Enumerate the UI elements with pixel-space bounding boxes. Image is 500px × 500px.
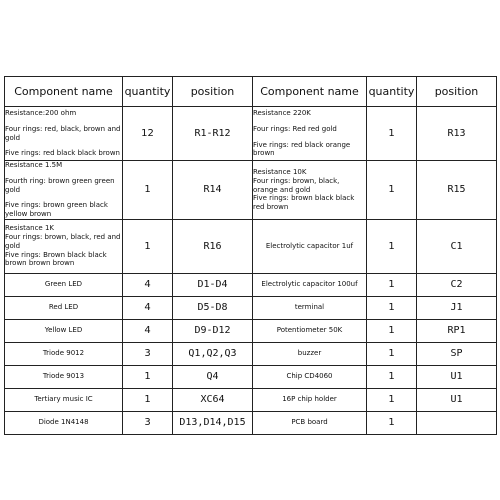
- component-name-cell: Electrolytic capacitor 1uf: [253, 219, 367, 273]
- component-detail: Four rings: brown, black, orange and gold: [253, 176, 340, 194]
- component-name-cell: PCB board: [253, 411, 367, 434]
- position-cell: U1: [417, 365, 497, 388]
- header-component-name-2: Component name: [253, 77, 367, 107]
- position-cell: D13,D14,D15: [173, 411, 253, 434]
- position-cell: SP: [417, 342, 497, 365]
- component-name-cell: [253, 107, 367, 161]
- position-cell: R14: [173, 161, 253, 220]
- component-name-cell: [5, 161, 123, 220]
- component-name-cell: Green LED: [5, 273, 123, 296]
- bom-table: [4, 76, 497, 435]
- component-name-cell: Tertiary music IC: [5, 388, 123, 411]
- component-name-cell: terminal: [253, 296, 367, 319]
- position-cell: Q4: [173, 365, 253, 388]
- header-quantity-2: quantity: [367, 77, 417, 107]
- component-detail: Four rings: red, black, brown and gold: [5, 124, 121, 142]
- position-cell: C2: [417, 273, 497, 296]
- position-cell: D9-D12: [173, 319, 253, 342]
- quantity-cell: 1: [367, 388, 417, 411]
- quantity-cell: 1: [367, 107, 417, 161]
- component-detail: Fourth ring: brown green green gold: [5, 176, 115, 194]
- table-row: [5, 388, 497, 411]
- component-detail: Four rings: brown, black, red and gold: [5, 233, 121, 250]
- component-detail: Four rings: Red red gold: [253, 124, 337, 133]
- table-row: [5, 319, 497, 342]
- quantity-cell: 1: [367, 411, 417, 434]
- position-cell: Q1,Q2,Q3: [173, 342, 253, 365]
- component-detail: Five rings: brown green black yellow brown: [5, 201, 108, 218]
- component-name-cell: Red LED: [5, 296, 123, 319]
- header-position: position: [173, 77, 253, 107]
- table-row: [5, 107, 497, 161]
- position-cell: RP1: [417, 319, 497, 342]
- quantity-cell: 1: [123, 161, 173, 220]
- position-cell: R15: [417, 161, 497, 220]
- quantity-cell: 3: [123, 411, 173, 434]
- position-cell: U1: [417, 388, 497, 411]
- component-name: Resistance 10K: [253, 168, 307, 176]
- position-cell: R1-R12: [173, 107, 253, 161]
- component-name-cell: Triode 9013: [5, 365, 123, 388]
- component-name: Resistance 220K: [253, 109, 311, 117]
- component-name-cell: [253, 161, 367, 220]
- quantity-cell: 1: [123, 219, 173, 273]
- table-row: [5, 273, 497, 296]
- component-name-cell: Triode 9012: [5, 342, 123, 365]
- table-row: [5, 411, 497, 434]
- quantity-cell: 1: [367, 342, 417, 365]
- table-row: [5, 296, 497, 319]
- position-cell: [417, 411, 497, 434]
- component-name-cell: 16P chip holder: [253, 388, 367, 411]
- quantity-cell: 12: [123, 107, 173, 161]
- component-detail: Five rings: red black orange brown: [253, 140, 351, 158]
- quantity-cell: 4: [123, 319, 173, 342]
- header-quantity: quantity: [123, 77, 173, 107]
- component-name-cell: Yellow LED: [5, 319, 123, 342]
- component-name-cell: [5, 107, 123, 161]
- header-row: [5, 77, 497, 107]
- component-name-cell: Chip CD4060: [253, 365, 367, 388]
- quantity-cell: 1: [367, 219, 417, 273]
- position-cell: XC64: [173, 388, 253, 411]
- quantity-cell: 1: [123, 365, 173, 388]
- position-cell: R13: [417, 107, 497, 161]
- component-detail: Five rings: Brown black black brown brown brown: [5, 250, 107, 268]
- table-row: [5, 342, 497, 365]
- component-name: Resistance 1.5M: [5, 161, 63, 169]
- component-detail: Five rings: brown black black red brown: [253, 194, 355, 211]
- quantity-cell: 1: [123, 388, 173, 411]
- component-name-cell: Diode 1N4148: [5, 411, 123, 434]
- header-position-2: position: [417, 77, 497, 107]
- position-cell: J1: [417, 296, 497, 319]
- component-name-cell: [5, 219, 123, 273]
- table-row: [5, 161, 497, 220]
- component-name: Resistance:200 ohm: [5, 109, 77, 117]
- quantity-cell: 3: [123, 342, 173, 365]
- quantity-cell: 4: [123, 273, 173, 296]
- component-name-cell: Potentiometer 50K: [253, 319, 367, 342]
- quantity-cell: 1: [367, 365, 417, 388]
- quantity-cell: 1: [367, 296, 417, 319]
- header-component-name: Component name: [5, 77, 123, 107]
- position-cell: R16: [173, 219, 253, 273]
- quantity-cell: 1: [367, 161, 417, 220]
- component-detail: Five rings: red black black brown: [5, 149, 120, 158]
- position-cell: D1-D4: [173, 273, 253, 296]
- table-row: [5, 365, 497, 388]
- position-cell: C1: [417, 219, 497, 273]
- quantity-cell: 4: [123, 296, 173, 319]
- quantity-cell: 1: [367, 273, 417, 296]
- component-name-cell: Electrolytic capacitor 100uf: [253, 273, 367, 296]
- quantity-cell: 1: [367, 319, 417, 342]
- position-cell: D5-D8: [173, 296, 253, 319]
- table-row: [5, 219, 497, 273]
- component-name: Resistance 1K: [5, 224, 54, 233]
- component-name-cell: buzzer: [253, 342, 367, 365]
